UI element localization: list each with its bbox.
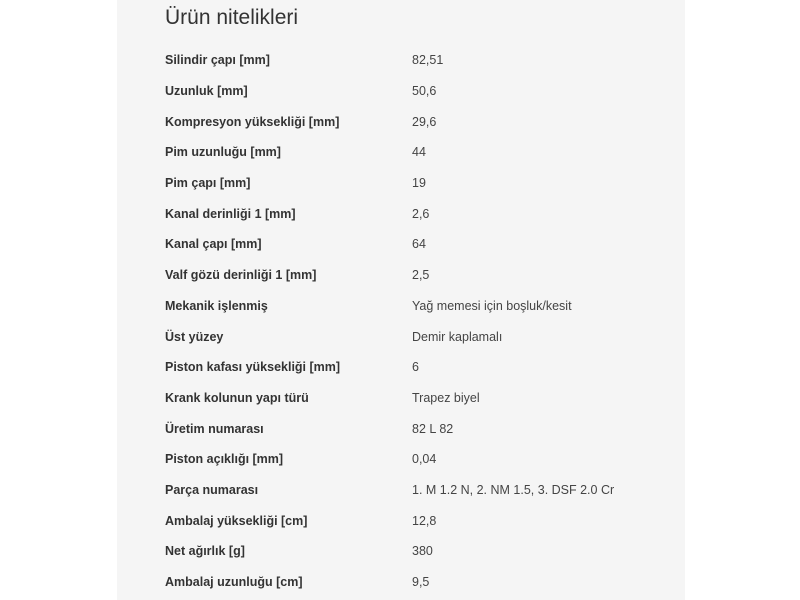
spec-row (165, 45, 675, 76)
spec-label: Pim uzunluğu [mm] (165, 145, 281, 160)
spec-row (165, 106, 675, 137)
spec-label: Silindir çapı [mm] (165, 53, 270, 68)
spec-row (165, 536, 675, 567)
spec-value: 82,51 (412, 53, 444, 68)
spec-label: Piston kafası yüksekliği [mm] (165, 360, 341, 375)
product-attributes-panel (117, 0, 685, 600)
spec-value: 64 (412, 237, 426, 252)
spec-label: Uzunluk [mm] (165, 84, 248, 99)
section-title: Ürün nitelikleri (165, 6, 299, 29)
spec-row (165, 260, 675, 291)
spec-label: Kanal derinliği 1 [mm] (165, 206, 296, 221)
spec-label: Net ağırlık [g] (165, 544, 245, 559)
spec-row (165, 291, 675, 322)
spec-label: Piston açıklığı [mm] (165, 452, 284, 467)
spec-row (165, 567, 675, 598)
spec-value: 9,5 (412, 575, 430, 590)
spec-value: 19 (412, 176, 426, 191)
spec-value: 2,6 (412, 206, 430, 221)
spec-row (165, 198, 675, 229)
spec-value: Demir kaplamalı (412, 329, 503, 344)
spec-row (165, 444, 675, 475)
spec-label: Kanal çapı [mm] (165, 237, 262, 252)
spec-row (165, 475, 675, 506)
spec-value: 0,04 (412, 452, 437, 467)
spec-row (165, 321, 675, 352)
spec-label: Parça numarası (165, 482, 259, 497)
spec-row (165, 383, 675, 414)
spec-value: Trapez biyel (412, 390, 480, 405)
spec-value: 50,6 (412, 84, 437, 99)
spec-value: 12,8 (412, 513, 437, 528)
spec-row (165, 76, 675, 107)
spec-row (165, 413, 675, 444)
spec-value: 82 L 82 (412, 421, 454, 436)
spec-value: 44 (412, 145, 426, 160)
spec-value: 1. M 1.2 N, 2. NM 1.5, 3. DSF 2.0 Cr (412, 482, 615, 497)
spec-label: Pim çapı [mm] (165, 176, 251, 191)
spec-row (165, 352, 675, 383)
spec-value: 29,6 (412, 114, 437, 129)
spec-label: Krank kolunun yapı türü (165, 390, 309, 405)
spec-value: 6 (412, 360, 419, 375)
spec-label: Ambalaj uzunluğu [cm] (165, 575, 303, 590)
spec-row (165, 229, 675, 260)
spec-label: Valf gözü derinliği 1 [mm] (165, 268, 317, 283)
spec-value: 380 (412, 544, 433, 559)
spec-row (165, 505, 675, 536)
spec-value: 2,5 (412, 268, 430, 283)
spec-label: Üst yüzey (165, 329, 224, 344)
spec-label: Mekanik işlenmiş (165, 298, 268, 313)
spec-row (165, 168, 675, 199)
spec-label: Üretim numarası (165, 421, 264, 436)
spec-label: Ambalaj yüksekliği [cm] (165, 513, 308, 528)
spec-row (165, 137, 675, 168)
spec-table (165, 45, 675, 597)
spec-label: Kompresyon yüksekliği [mm] (165, 114, 340, 129)
spec-value: Yağ memesi için boşluk/kesit (412, 298, 572, 313)
